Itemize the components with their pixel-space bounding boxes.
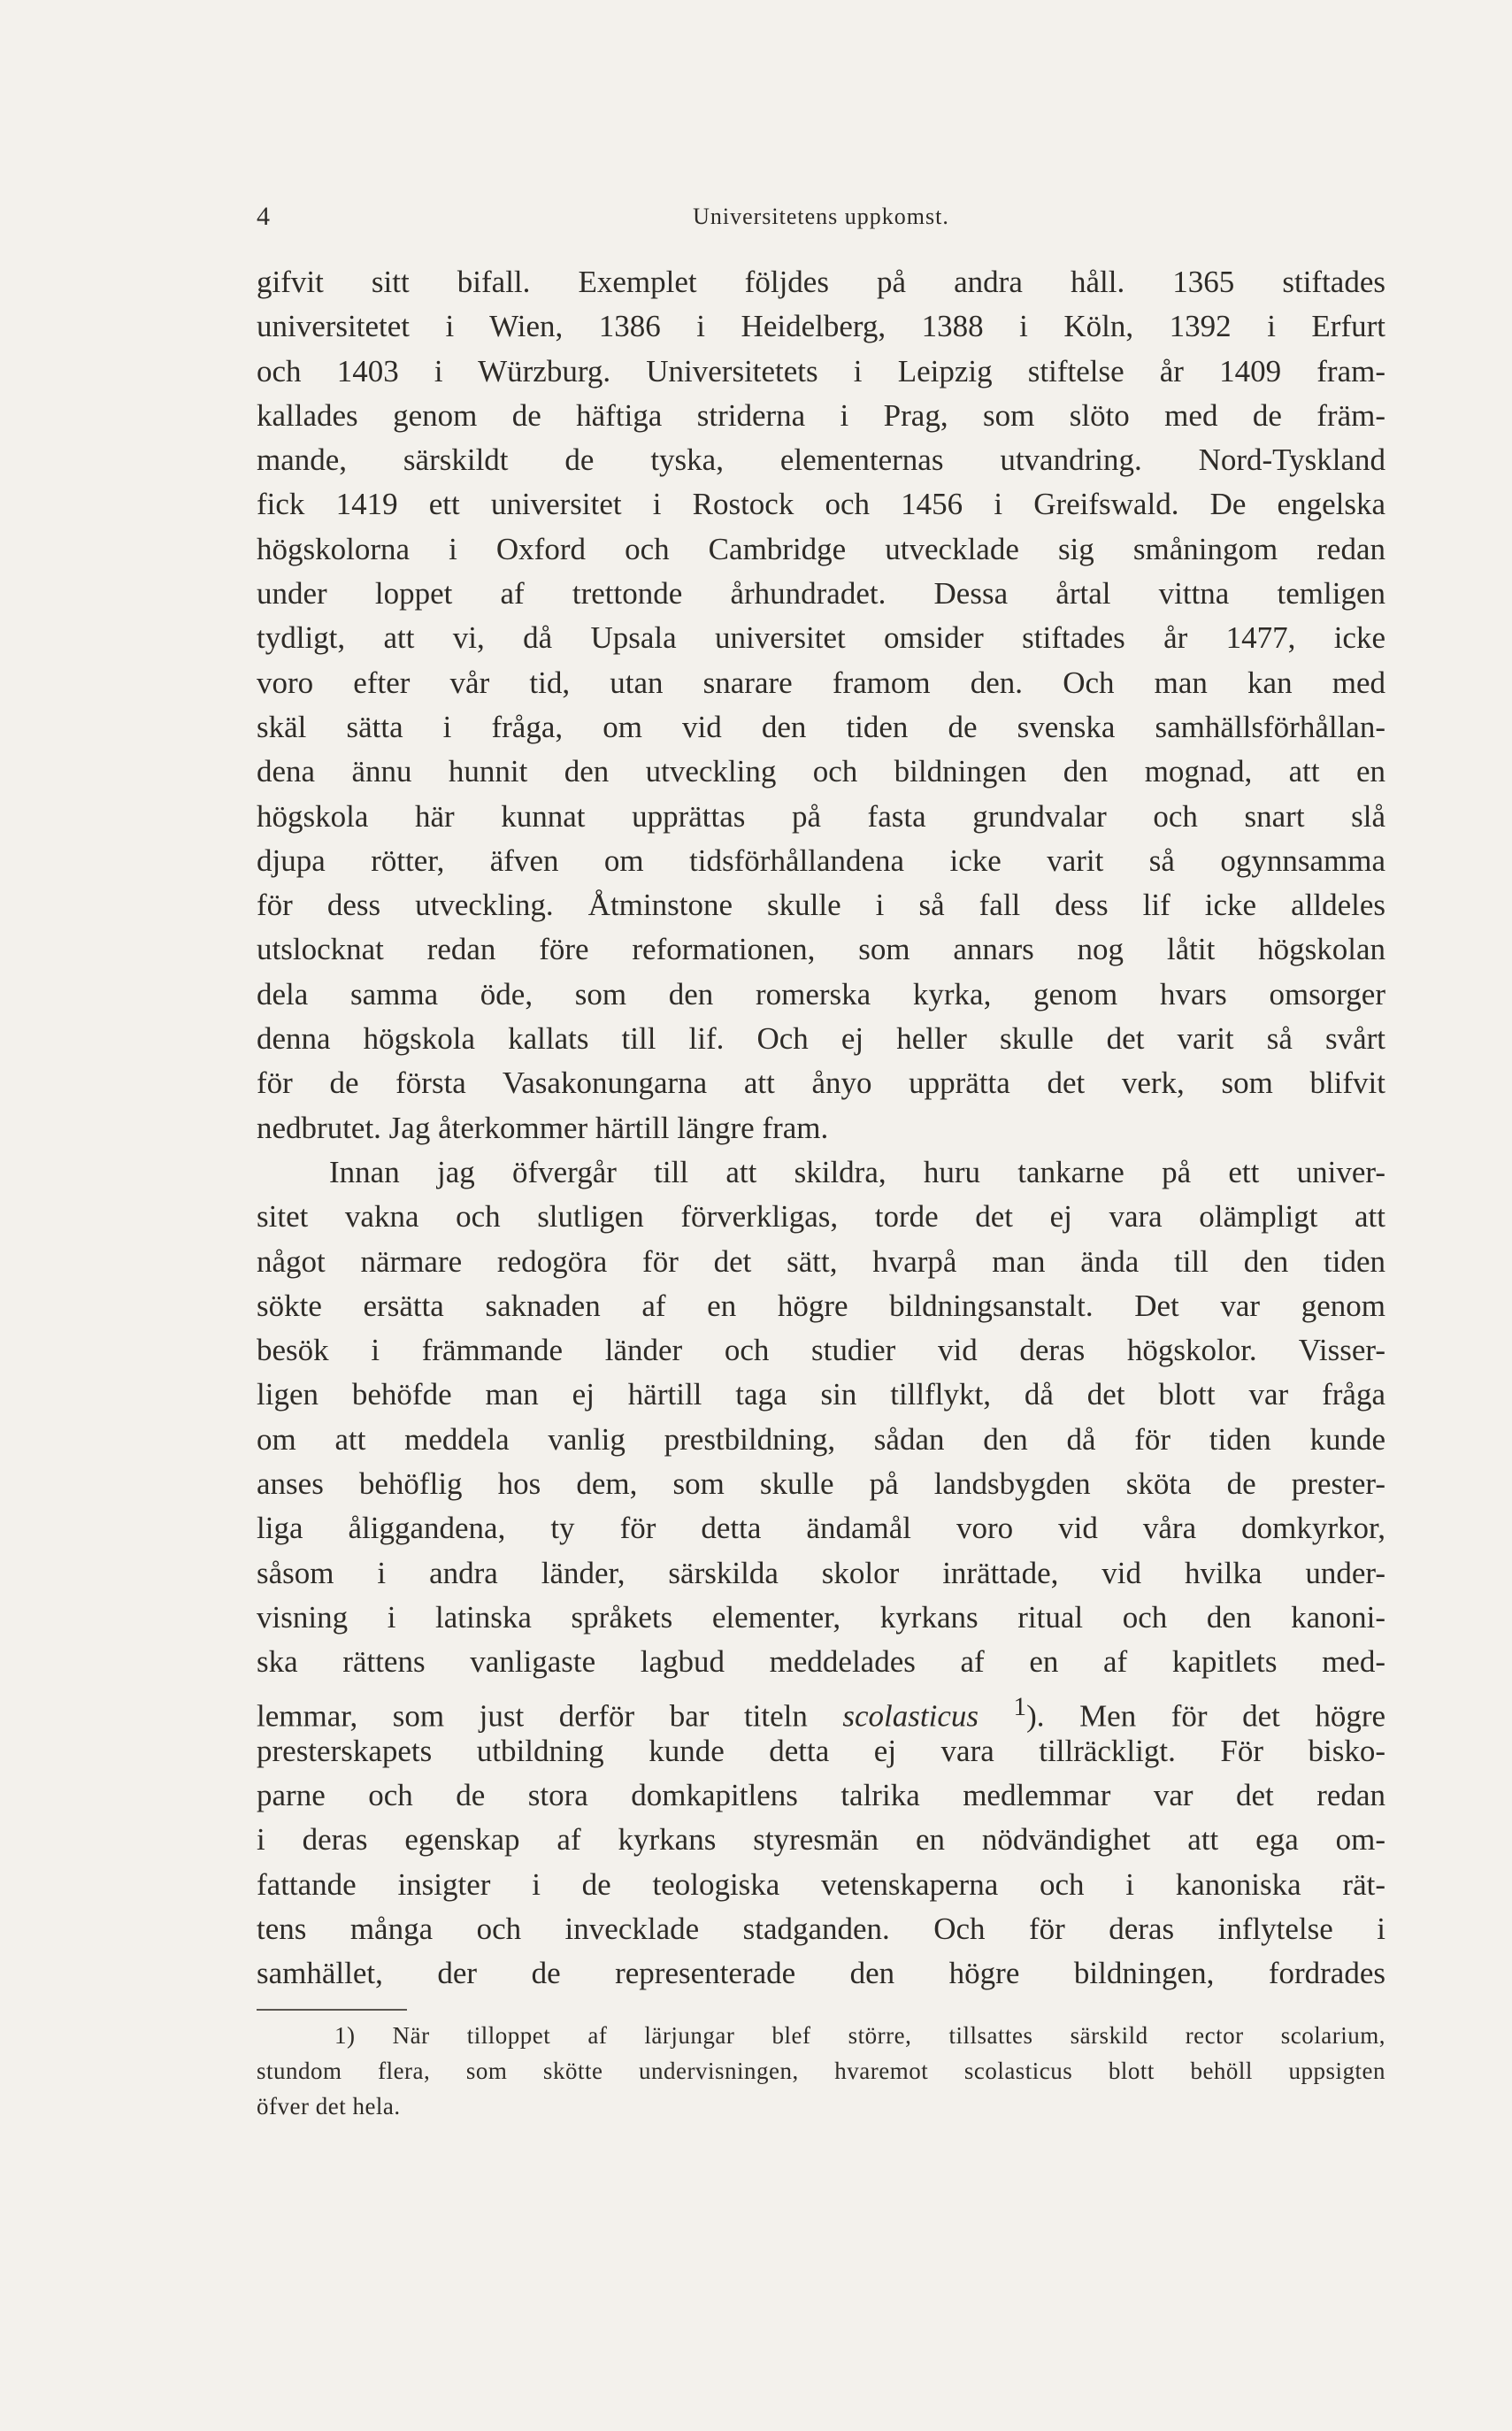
page-number: 4 [257,202,270,231]
footnote-text: När tilloppet af lärjungar blef större, tillsattes särskild rector scolarium, [392,2022,1385,2049]
text-line: utslocknat redan före reformationen, som annars nog låtit högskolan [257,932,1385,967]
footnote-ref-close: ). [1026,1698,1045,1734]
text-line: under loppet af trettonde århundradet. Dessa årtal vittna temligen [257,576,1385,612]
text-line: fattande insigter i de teologiska vetenskaperna och i kanoniska rät- [257,1866,1385,1902]
footnote-line: öfver det hela. [257,2093,401,2119]
text-line: presterskapets utbildning kunde detta ej vara tillräckligt. För bisko- [257,1733,1385,1768]
footnote-line [257,2018,1385,2053]
scolasticus-term: scolasticus [842,1698,979,1734]
footnote-line: stundom flera, som skötte undervisningen, hvaremot scolasticus blott behöll uppsigten [257,2058,1385,2084]
running-head: Universitetens uppkomst. [693,204,949,229]
text-line: gifvit sitt bifall. Exemplet följdes på andra håll. 1365 stiftades [257,265,1385,299]
footnote-ref-marker: 1 [1013,1692,1027,1721]
line-segment: Men för det högre [1079,1698,1386,1734]
text-line: liga åliggandena, ty för detta ändamål voro vid våra domkyrkor, [257,1511,1385,1546]
text-line: sitet vakna och slutligen förverkligas, torde det ej vara olämpligt att [257,1199,1385,1235]
text-line: samhället, der de representerade den högre bildningen, fordrades [257,1956,1385,1991]
text-line: och 1403 i Würzburg. Universitetets i Leipzig stiftelse år 1409 fram- [257,353,1385,388]
text-line: sökte ersätta saknaden af en högre bildningsanstalt. Det var genom [257,1288,1385,1323]
text-line: Innan jag öfvergår till att skildra, huru tankarne på ett univer- [329,1154,1385,1189]
page-header [257,202,1385,246]
text-line: besök i främmande länder och studier vid deras högskolor. Visser- [257,1333,1385,1368]
text-line: för dess utveckling. Åtminstone skulle i så fall dess lif icke alldeles [257,888,1385,923]
body-text [257,260,1385,1996]
text-line: om att meddela vanlig prestbildning, sådan den då för tiden kunde [257,1421,1385,1457]
text-line: universitetet i Wien, 1386 i Heidelberg, 1388 i Köln, 1392 i Erfurt [257,309,1385,344]
text-line: nedbrutet. Jag återkommer härtill längre fram. [257,1110,829,1145]
text-line: tydligt, att vi, då Upsala universitet omsider stiftades år 1477, icke [257,620,1385,656]
text-line: dena ännu hunnit den utveckling och bildningen den mognad, att en [257,754,1385,789]
text-line: ligen behöfde man ej härtill taga sin tillflykt, då det blott var fråga [257,1377,1385,1412]
footnote [257,2018,1385,2124]
text-line: visning i latinska språkets elementer, kyrkans ritual och den kanoni- [257,1599,1385,1635]
text-line: tens många och invecklade stadganden. Och för deras inflytelse i [257,1911,1385,1946]
footnote-marker: 1) [334,2022,356,2049]
text-line: denna högskola kallats till lif. Och ej heller skulle det varit så svårt [257,1021,1385,1057]
text-line: dela samma öde, som den romerska kyrka, genom hvars omsorger [257,976,1385,1012]
text-line: högskola här kunnat upprättas på fasta grundvalar och snart slå [257,798,1385,834]
text-line: högskolorna i Oxford och Cambridge utvecklade sig småningom redan [257,531,1385,566]
text-line: något närmare redogöra för det sätt, hvarpå man ända till den tiden [257,1243,1385,1279]
text-line: skäl sätta i fråga, om vid den tiden de svenska samhällsförhållan- [257,709,1385,744]
text-line: såsom i andra länder, särskilda skolor inrättade, vid hvilka under- [257,1555,1385,1590]
text-line: kallades genom de häftiga striderna i Prag, som slöto med de främ- [257,397,1385,433]
text-line: parne och de stora domkapitlens talrika medlemmar var det redan [257,1778,1385,1813]
footnote-divider [257,2009,407,2011]
text-line: fick 1419 ett universitet i Rostock och 1456 i Greifswald. De engelska [257,487,1385,522]
text-line: mande, särskildt de tyska, elementernas utvandring. Nord-Tyskland [257,442,1385,478]
text-line: ska rättens vanligaste lagbud meddelades af en af kapitlets med- [257,1644,1385,1680]
line-segment: lemmar, som just derför bar titeln [257,1698,808,1734]
text-line: för de första Vasakonungarna att ånyo upprätta det verk, som blifvit [257,1065,1385,1101]
text-line: djupa rötter, äfven om tidsförhållandena icke varit så ogynnsamma [257,842,1385,878]
text-line: anses behöflig hos dem, som skulle på landsbygden sköta de prester- [257,1466,1385,1502]
text-line: voro efter vår tid, utan snarare framom den. Och man kan med [257,665,1385,700]
text-line-with-footnote-ref [257,1685,1386,1734]
text-line: i deras egenskap af kyrkans styresmän en nödvändighet att ega om- [257,1822,1385,1858]
